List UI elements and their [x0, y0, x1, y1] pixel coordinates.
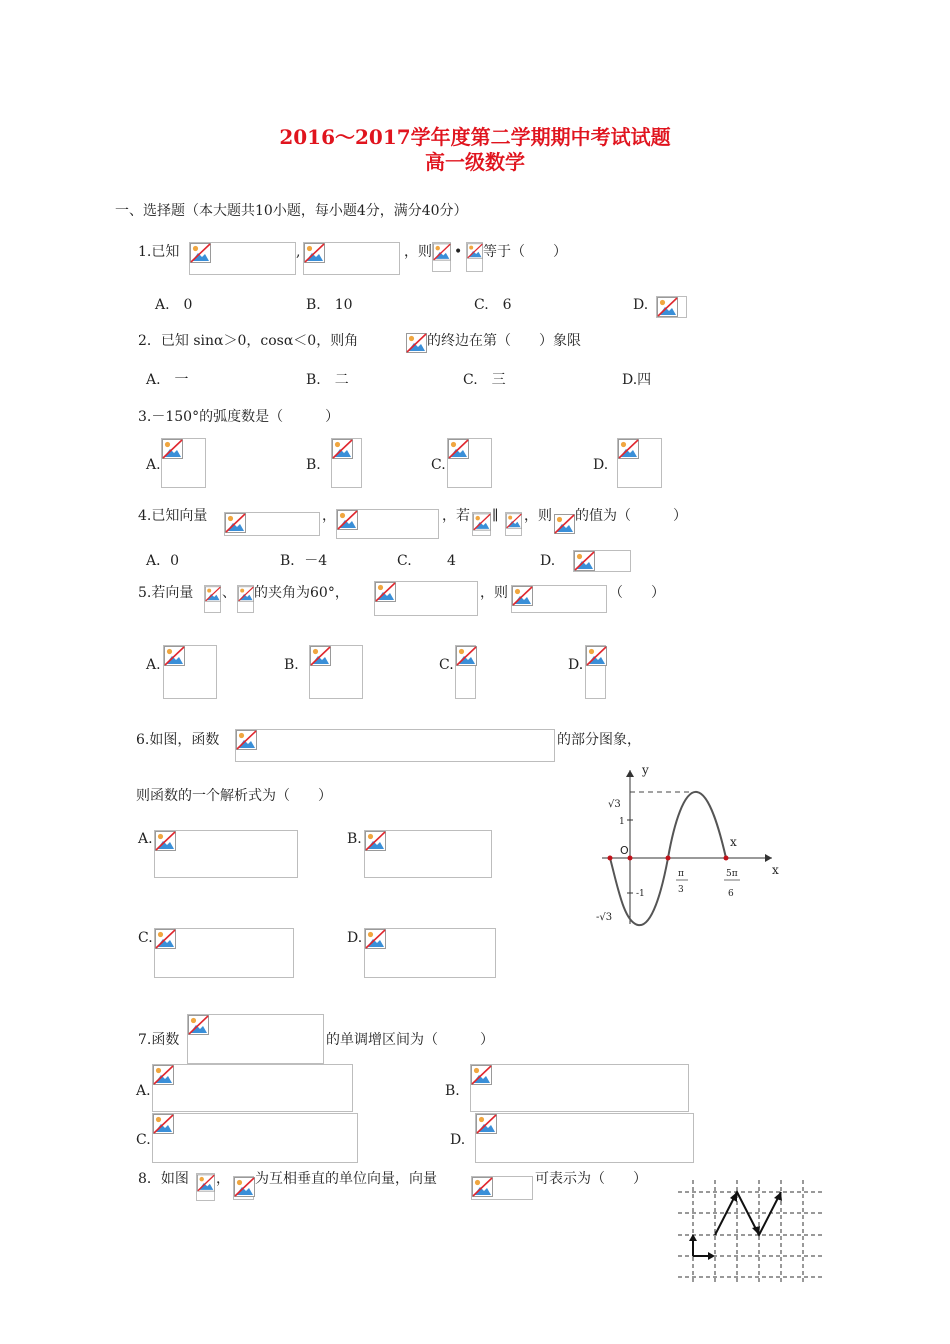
- broken-image-icon: [197, 1174, 215, 1192]
- q4-stem: 4.已知向量: [138, 508, 208, 524]
- q2-option-c: C. 三: [463, 372, 506, 388]
- q1-option-b: B. 10: [306, 297, 353, 313]
- q4-option-c: C.: [397, 553, 412, 569]
- broken-image-icon: [155, 831, 176, 851]
- q6-stem-end: 的部分图象，: [557, 732, 641, 748]
- q1-option-d: D.: [633, 297, 649, 313]
- q5-paren: （ ）: [609, 585, 665, 601]
- q3-option-a-image: [161, 438, 206, 488]
- q8-vector-image: [471, 1176, 533, 1200]
- broken-image-icon: [365, 831, 386, 851]
- broken-image-icon: [153, 1065, 174, 1085]
- graph-x-arrow: [765, 854, 772, 862]
- unit-vector-e1-arrow: [708, 1252, 715, 1260]
- broken-image-icon: [238, 586, 254, 602]
- q7-option-d: D.: [450, 1132, 466, 1148]
- broken-image-icon: [375, 582, 396, 602]
- q8-stem: 8．如图: [138, 1171, 189, 1187]
- q6-option-b: B.: [347, 831, 362, 847]
- q4-option-b: B．－4: [280, 553, 328, 569]
- q5-angle: 的夹角为60°，: [254, 585, 349, 601]
- q5-vec-b-image: [237, 585, 254, 613]
- q8-mid: 为互相垂直的单位向量，向量: [255, 1171, 437, 1187]
- q2-option-b: B. 二: [306, 372, 349, 388]
- q3-option-c-image: [447, 438, 492, 488]
- q5-option-b: B.: [284, 657, 299, 673]
- broken-image-icon: [476, 1114, 497, 1134]
- q7-option-d-image: [475, 1113, 694, 1163]
- broken-image-icon: [512, 586, 533, 606]
- q5-sep: 、: [222, 585, 236, 601]
- broken-image-icon: [472, 1177, 493, 1197]
- q5-option-d: D.: [568, 657, 584, 673]
- q4-vec-a-small: [472, 512, 491, 536]
- broken-image-icon: [448, 439, 469, 459]
- q2-alpha-image: [406, 333, 427, 353]
- q5-vec-a-image: [204, 585, 221, 613]
- q1-stem: 1.已知: [138, 244, 180, 260]
- broken-image-icon: [155, 929, 176, 949]
- q2-option-d: D.四: [622, 372, 652, 388]
- q2-stem-end: 的终边在第（ ）象限: [427, 333, 581, 349]
- broken-image-icon: [236, 730, 257, 750]
- q3-option-a: A.: [146, 457, 161, 473]
- q1-equals: 等于（ ）: [483, 244, 567, 260]
- q6-option-c: C.: [138, 930, 153, 946]
- q5-option-c-image: [455, 645, 476, 699]
- graph-sqrt3-label: √3: [608, 799, 621, 810]
- q7-option-c-image: [152, 1113, 358, 1163]
- q4-vector-b-image: [336, 509, 439, 539]
- broken-image-icon: [304, 243, 325, 263]
- q7-stem: 7.函数: [138, 1032, 180, 1048]
- graph-three-label: 3: [678, 885, 684, 895]
- graph-pi-label: π: [678, 869, 684, 879]
- q4-option-d-image: [573, 550, 631, 572]
- broken-image-icon: [162, 439, 183, 459]
- broken-image-icon: [456, 646, 477, 666]
- q1-vector-b-image: [303, 242, 400, 275]
- q8-comma: ，: [216, 1171, 230, 1187]
- graph-six-label: 6: [728, 889, 734, 899]
- graph-origin-label: O: [620, 844, 629, 857]
- broken-image-icon: [188, 1015, 209, 1035]
- q3-option-d: D.: [593, 457, 609, 473]
- broken-image-icon: [164, 646, 185, 666]
- q4-parallel: ∥: [492, 508, 499, 524]
- graph-point-5pi6: [724, 856, 729, 861]
- q7-option-b-image: [470, 1064, 689, 1112]
- q5-option-c: C.: [439, 657, 454, 673]
- q6-function-image: [235, 729, 555, 762]
- broken-image-icon: [574, 551, 595, 571]
- graph-point-left: [608, 856, 613, 861]
- page-title-line1: 2016～2017学年度第二学期期中考试试题: [279, 125, 671, 149]
- q1-option-d-image: [656, 296, 687, 318]
- q5-stem: 5.若向量: [138, 585, 194, 601]
- q7-option-c: C.: [136, 1132, 151, 1148]
- broken-image-icon: [433, 243, 451, 261]
- broken-image-icon: [618, 439, 639, 459]
- q7-stem-end: 的单调增区间为（ ）: [326, 1032, 494, 1048]
- broken-image-icon: [153, 1114, 174, 1134]
- grid-lines: [678, 1180, 824, 1282]
- graph-x-label: x: [772, 863, 779, 877]
- q4-option-c-value: 4: [447, 553, 456, 569]
- q6-function-graph: [590, 762, 790, 932]
- q1-option-a: A. 0: [155, 297, 193, 313]
- graph-one-label: 1: [619, 817, 625, 827]
- q7-option-b: B.: [445, 1083, 460, 1099]
- q3-option-b-image: [331, 438, 362, 488]
- q8-e1-image: [196, 1173, 215, 1201]
- q1-vector-a-image: [189, 242, 296, 275]
- q3-option-d-image: [617, 438, 662, 488]
- zigzag-arrow-2: [752, 1226, 760, 1235]
- q5-option-a: A.: [146, 657, 161, 673]
- graph-neg-sqrt3-label: -√3: [596, 912, 613, 923]
- q4-vec-b-small: [505, 512, 522, 536]
- q4-x-image: [554, 514, 575, 534]
- broken-image-icon: [337, 510, 358, 530]
- q5-expression-image: [511, 585, 607, 613]
- q5-condition-image: [374, 581, 478, 616]
- q6-option-c-image: [154, 928, 294, 978]
- q6-line2: 则函数的一个解析式为（ ）: [136, 788, 332, 804]
- broken-image-icon: [506, 513, 522, 529]
- graph-point-pi3: [666, 856, 671, 861]
- q4-then: ，则: [524, 508, 552, 524]
- q5-then: ，则: [480, 585, 508, 601]
- broken-image-icon: [190, 243, 211, 263]
- q4-if: ，若: [442, 508, 470, 524]
- q6-option-a-image: [154, 830, 298, 878]
- q6-option-d-image: [364, 928, 496, 978]
- q4-value: 的值为（ ）: [575, 508, 687, 524]
- broken-image-icon: [332, 439, 353, 459]
- q2-stem: 2．已知 sinα＞0，cosα＜0，则角: [138, 333, 359, 349]
- q5-option-b-image: [309, 645, 363, 699]
- broken-image-icon: [657, 297, 678, 317]
- q6-stem: 6.如图，函数: [136, 732, 220, 748]
- page-title-line2: 高一级数学: [425, 150, 525, 174]
- q3-option-c: C.: [431, 457, 446, 473]
- q8-e2-image: [233, 1176, 254, 1200]
- broken-image-icon: [225, 513, 246, 533]
- q7-option-a-image: [152, 1064, 353, 1112]
- graph-y-label: y: [642, 763, 649, 777]
- q1-option-c: C. 6: [474, 297, 512, 313]
- q4-comma: ，: [322, 508, 336, 524]
- q3-option-b: B.: [306, 457, 321, 473]
- q4-option-d: D.: [540, 553, 556, 569]
- q2-option-a: A. 一: [146, 372, 189, 388]
- q8-vector-grid-figure: [674, 1178, 826, 1282]
- q4-option-a: A．0: [146, 553, 180, 569]
- q7-option-a: A.: [136, 1083, 151, 1099]
- q3-stem: 3.－150°的弧度数是（ ）: [138, 409, 340, 425]
- broken-image-icon: [467, 243, 483, 259]
- q5-option-a-image: [163, 645, 217, 699]
- broken-image-icon: [586, 646, 607, 666]
- q4-vector-a-image: [224, 512, 320, 536]
- broken-image-icon: [473, 513, 491, 531]
- q1-vec-a-small: [432, 242, 451, 272]
- graph-5pi-label: 5π: [726, 869, 738, 879]
- broken-image-icon: [205, 586, 221, 602]
- q5-option-d-image: [585, 645, 606, 699]
- q1-dot: •: [454, 244, 463, 260]
- q6-option-d: D.: [347, 930, 363, 946]
- q8-suffix: 可表示为（ ）: [535, 1171, 647, 1187]
- q6-option-a: A.: [138, 831, 153, 847]
- q7-function-image: [187, 1014, 324, 1064]
- graph-neg-one-label: -1: [636, 889, 645, 899]
- q1-vec-b-small: [466, 242, 483, 272]
- q1-then: ，则: [404, 244, 432, 260]
- broken-image-icon: [365, 929, 386, 949]
- graph-y-arrow: [626, 770, 634, 777]
- broken-image-icon: [310, 646, 331, 666]
- broken-image-icon: [406, 333, 427, 353]
- broken-image-icon: [471, 1065, 492, 1085]
- broken-image-icon: [554, 514, 575, 534]
- q1-comma: ,: [296, 244, 301, 260]
- q6-option-b-image: [364, 830, 492, 878]
- section-heading: 一、选择题（本大题共10小题，每小题4分，满分40分）: [115, 203, 468, 219]
- graph-point-x-label: x: [730, 835, 737, 849]
- vector-zigzag-path: [715, 1192, 781, 1235]
- broken-image-icon: [234, 1177, 255, 1197]
